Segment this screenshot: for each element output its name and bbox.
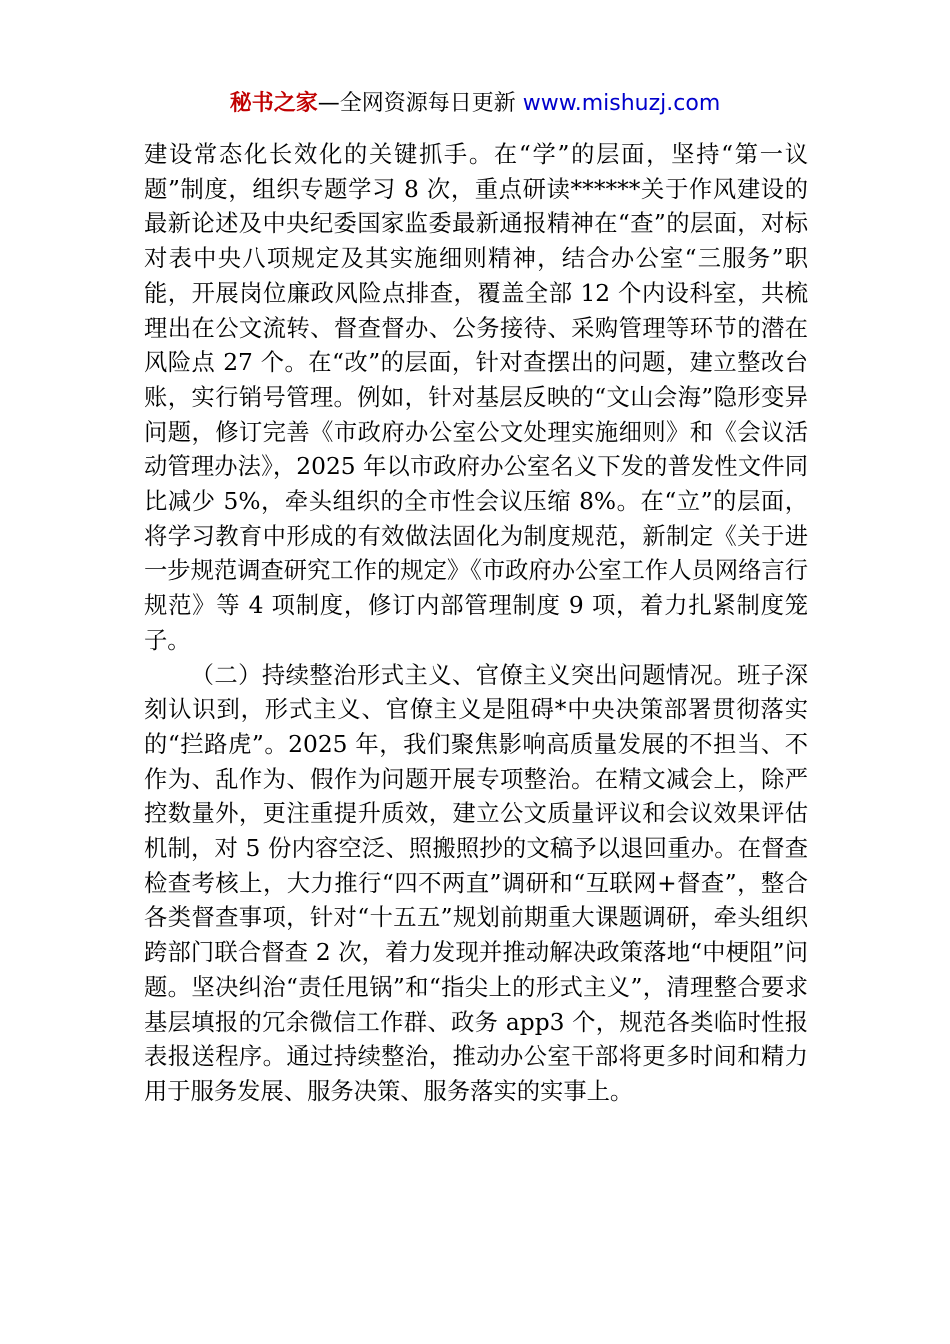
paragraph-continued: 建设常态化长效化的关键抓手。在“学”的层面，坚持“第一议题”制度，组织专题学习 8 次，重点研读******关于作风建设的最新论述及中央纪委国家监委最新通报精神在“查”的层面，对标对表中央八项规定及其实施细则精神，结合办公室“三服务”职能，开展岗位廉政风险点排查，覆盖全部 12 个内设科室，共梳理出在公文流转、督查督办、公务接待、采购管理等环节的潜在风险点 27 个。在“改”的层面，针对查摆出的问题，建立整改台账，实行销号管理。例如，针对基层反映的“文山会海”隐形变异问题，修订完善《市政府办公室公文处理实施细则》和《会议活动管理办法》，2025 年以市政府办公室名义下发的普发性文件同比减少 5%，牵头组织的全市性会议压缩 8%。在“立”的层面，将学习教育中形成的有效做法固化为制度规范，新制定《关于进一步规范调查研究工作的规定》《市政府办公室工作人员网络言行规范》等 4 项制度，修订内部管理制度 9 项，着力扎紧制度笼子。	[144, 141, 808, 654]
site-url-link[interactable]: www.mishuzj.com	[522, 91, 721, 116]
brand-name: 秘书之家	[229, 91, 318, 116]
page-header	[0, 88, 950, 120]
paragraph-section-2: （二）持续整治形式主义、官僚主义突出问题情况。班子深刻认识到，形式主义、官僚主义是阻碍*中央决策部署贯彻落实的“拦路虎”。2025 年，我们聚焦影响高质量发展的不担当、不作为、乱作为、假作为问题开展专项整治。在精文减会上，除严控数量外，更注重提升质效，建立公文质量评议和会议效果评估机制，对 5 份内容空泛、照搬照抄的文稿予以退回重办。在督查检查考核上，大力推行“四不两直”调研和“互联网+督查”，整合各类督查事项，针对“十五五”规划前期重大课题调研，牵头组织跨部门联合督查 2 次，着力发现并推动解决政策落地“中梗阻”问题。坚决纠治“责任甩锅”和“指尖上的形式主义”，清理整合要求基层填报的冗余微信工作群、政务 app3 个，规范各类临时性报表报送程序。通过持续整治，推动办公室干部将更多时间和精力用于服务发展、服务决策、服务落实的实事上。	[144, 661, 808, 1105]
document-body	[144, 138, 808, 1110]
header-tagline: —全网资源每日更新	[317, 91, 516, 116]
